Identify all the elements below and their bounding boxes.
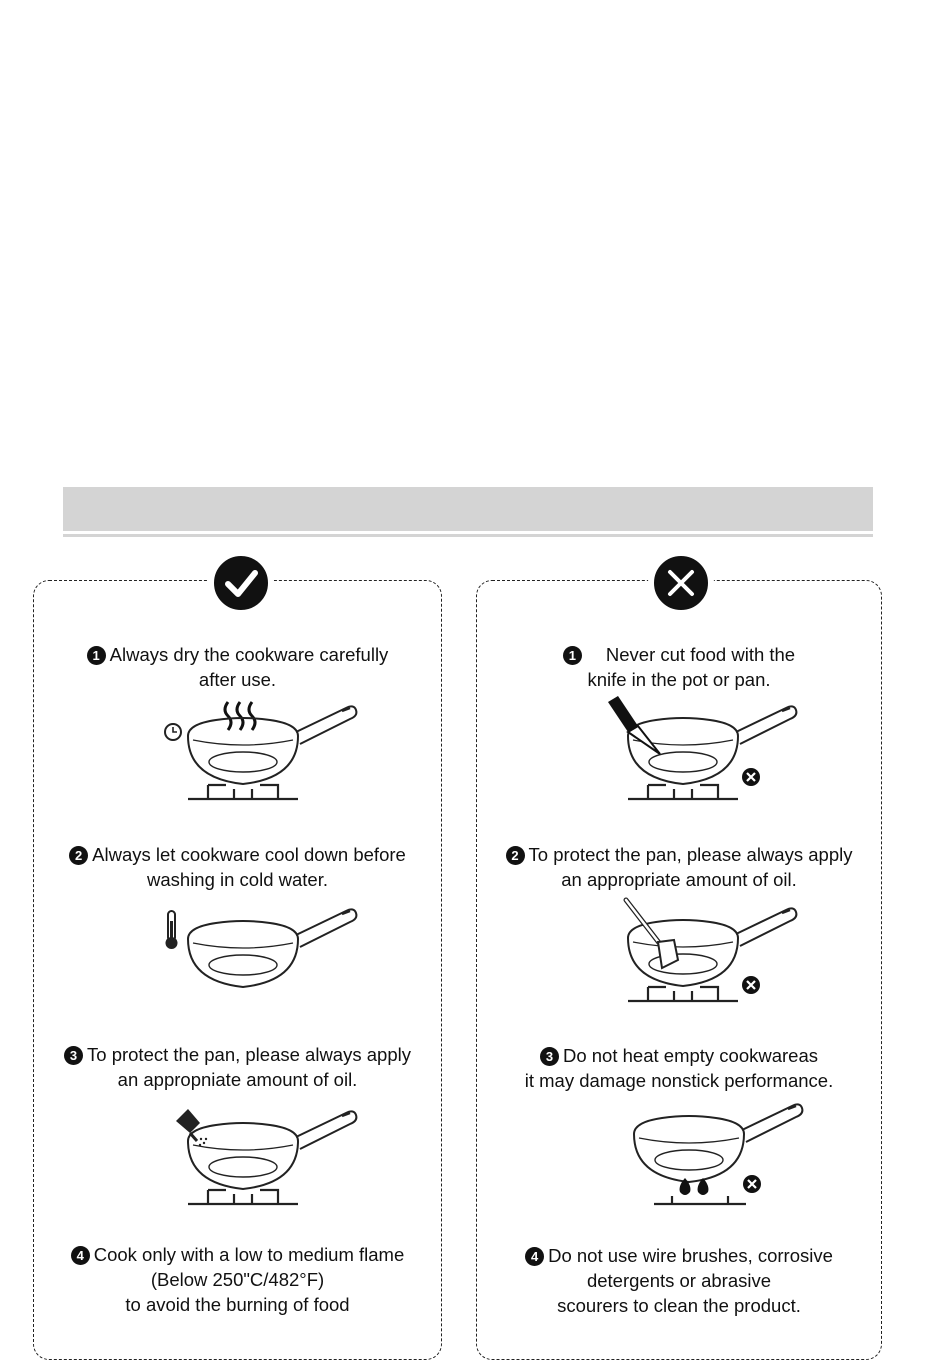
do-item-3-line1: To protect the pan, please always apply xyxy=(87,1044,411,1065)
do-item-1-line2: after use. xyxy=(198,669,277,690)
dont-item-2-text xyxy=(476,842,882,892)
do-item-2-text xyxy=(33,842,442,892)
dont-item-4-line3: scourers to clean the product. xyxy=(557,1295,801,1316)
number-badge: 3 xyxy=(64,1046,83,1065)
dont-item-4-text xyxy=(476,1243,882,1318)
spatula-pan-icon xyxy=(600,896,800,1008)
do-item-1-text xyxy=(33,642,442,692)
do-item-2-line1: Always let cookware cool down before xyxy=(92,844,406,865)
cross-mark-icon xyxy=(648,550,714,616)
dont-item-1-line1: Never cut food with the xyxy=(605,644,796,665)
knife-pan-icon xyxy=(600,696,800,806)
thermometer-pan-icon xyxy=(160,905,360,1000)
number-badge: 2 xyxy=(69,846,88,865)
dont-item-1-text xyxy=(476,642,882,692)
do-item-4-text xyxy=(33,1242,442,1317)
flame-pan-icon xyxy=(606,1100,806,1210)
dont-item-3-line1: Do not heat empty cookwareas xyxy=(562,1045,819,1066)
header-band xyxy=(63,487,873,531)
number-badge: 4 xyxy=(525,1247,544,1266)
steam-timer-pan-icon xyxy=(160,700,360,805)
dont-item-1-line2: knife in the pot or pan. xyxy=(587,669,771,690)
number-badge: 2 xyxy=(506,846,525,865)
header-rule xyxy=(63,534,873,537)
number-badge: 1 xyxy=(563,646,582,665)
dont-item-3-text xyxy=(476,1043,882,1093)
do-item-4-line1: Cook only with a low to medium flame xyxy=(93,1244,405,1265)
do-item-1-line1: Always dry the cookware carefully xyxy=(109,644,389,665)
dont-item-4-line2: detergents or abrasive xyxy=(586,1270,772,1291)
number-badge: 1 xyxy=(87,646,106,665)
oil-bottle-pan-icon xyxy=(160,1105,360,1210)
do-item-3-text xyxy=(33,1042,442,1092)
number-badge: 4 xyxy=(71,1246,90,1265)
do-item-3-line2: an appropniate amount of oil. xyxy=(117,1069,358,1090)
do-item-4-line3: to avoid the burning of food xyxy=(125,1294,350,1315)
dont-item-3-line2: it may damage nonstick performance. xyxy=(524,1070,834,1091)
dont-item-4-line1: Do not use wire brushes, corrosive xyxy=(548,1245,833,1266)
check-mark-icon xyxy=(208,550,274,616)
number-badge: 3 xyxy=(540,1047,559,1066)
do-item-2-line2: washing in cold water. xyxy=(147,869,328,890)
do-item-4-line2: (Below 250"C/482°F) xyxy=(150,1269,325,1290)
dont-item-2-line1: To protect the pan, please always apply xyxy=(528,844,853,865)
dont-item-2-line2: an appropriate amount of oil. xyxy=(561,869,797,890)
